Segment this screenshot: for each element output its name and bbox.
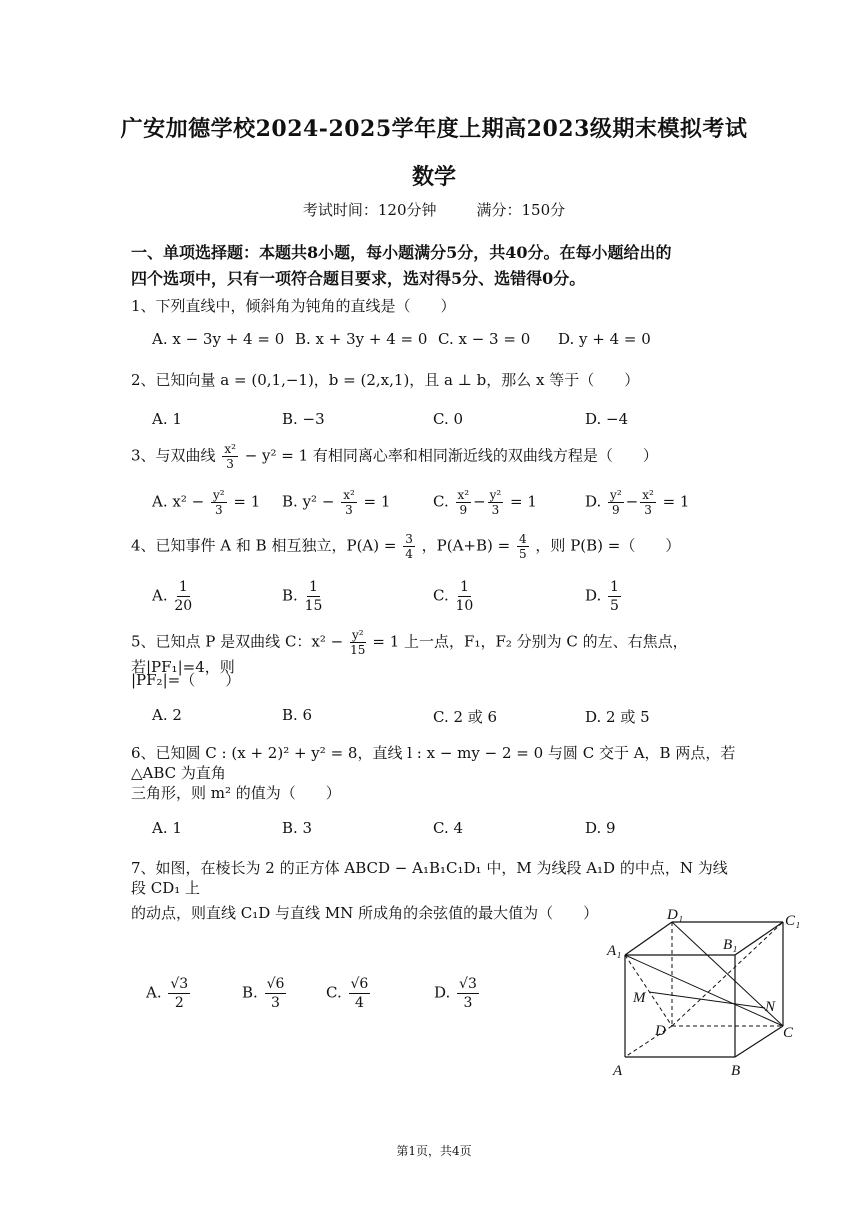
fraction-numerator: y² bbox=[352, 628, 364, 642]
label-c1: C₁ bbox=[785, 913, 801, 929]
q3-option-a[interactable] bbox=[152, 488, 260, 517]
question-5-options bbox=[152, 706, 752, 736]
section-line-1: 一、单项选择题：本题共8小题，每小题满分5分，共40分。在每小题给出的 bbox=[131, 243, 672, 262]
q3-option-d[interactable]: D. $\frac{\text{y²}}{9}$ − $\frac{\text{x²}}{3}$ = 1 bbox=[585, 488, 690, 517]
subject-title: 数学 bbox=[411, 164, 456, 190]
fraction-numerator: x² bbox=[457, 488, 470, 502]
q4-option-b[interactable] bbox=[282, 578, 324, 615]
option-letter: A. bbox=[152, 586, 168, 605]
fraction-numerator: √3 bbox=[459, 976, 477, 992]
exam-time: 考试时间：120分钟 bbox=[302, 201, 437, 219]
q7-option-c[interactable] bbox=[326, 975, 372, 1012]
fraction-numerator: 1 bbox=[459, 579, 469, 595]
exam-score: 满分：150分 bbox=[476, 201, 566, 219]
q5-option-c[interactable]: C. 2 或 6 bbox=[433, 708, 498, 726]
q1-option-a[interactable]: A. x − 3y + 4 = 0 bbox=[152, 330, 285, 348]
question-6-stem-line-1: 6、已知圆 C : (x + 2)² + y² = 8，直线 l : x − my − 2 = 0 与圆 C 交于 A，B 两点，若△ABC 为直角 bbox=[131, 744, 736, 782]
q3-a-post: = 1 bbox=[233, 492, 261, 511]
fraction-denominator: 4 bbox=[354, 995, 364, 1011]
fraction-denominator: 3 bbox=[214, 503, 223, 517]
label-a1: A₁ bbox=[607, 943, 622, 959]
question-1-options bbox=[152, 330, 752, 360]
question-3-stem bbox=[131, 442, 741, 471]
option-letter: A. bbox=[146, 983, 162, 1002]
fraction-numerator: 4 bbox=[519, 532, 527, 546]
label-d: D bbox=[655, 1023, 666, 1039]
fraction-denominator: 3 bbox=[644, 503, 652, 517]
page-footer: 第1页，共4页 bbox=[396, 1144, 472, 1158]
q7-c-fraction bbox=[349, 975, 371, 1012]
q4-option-d[interactable] bbox=[585, 578, 623, 615]
q4-option-a[interactable] bbox=[152, 578, 194, 615]
q3-d-post: = 1 bbox=[662, 492, 690, 511]
fraction-denominator: 20 bbox=[174, 598, 193, 614]
q6-option-b[interactable]: B. 3 bbox=[282, 819, 313, 837]
fraction-numerator: 1 bbox=[178, 579, 188, 595]
fraction-denominator: 5 bbox=[519, 547, 527, 561]
option-letter: D. bbox=[434, 983, 451, 1002]
question-5-stem-line-2: |PF₂|=（ ） bbox=[131, 671, 241, 689]
q7-option-d[interactable] bbox=[434, 975, 481, 1012]
q7-d-fraction bbox=[457, 975, 479, 1012]
option-letter: C. bbox=[326, 983, 342, 1002]
q2-option-c[interactable]: C. 0 bbox=[433, 410, 464, 428]
q4-d-fraction bbox=[608, 578, 621, 615]
edge-c-b bbox=[735, 1026, 783, 1057]
q4-stem-mid: ，P(A+B) = bbox=[421, 536, 511, 555]
q4-stem-pre: 4、已知事件 A 和 B 相互独立，P(A) = bbox=[131, 536, 397, 555]
q2-option-a[interactable]: A. 1 bbox=[152, 410, 182, 428]
question-3-options bbox=[152, 488, 752, 518]
fraction-numerator: √6 bbox=[266, 976, 285, 992]
q2-option-d[interactable]: D. −4 bbox=[585, 410, 629, 428]
label-n: N bbox=[765, 999, 776, 1015]
label-m: M bbox=[633, 990, 646, 1006]
fraction-denominator: 3 bbox=[491, 503, 500, 517]
q4-option-c[interactable] bbox=[433, 578, 475, 615]
fraction-denominator: 9 bbox=[459, 503, 468, 517]
exam-title: 广安加德学校2024-2025学年度上期高2023级期末模拟考试 bbox=[120, 116, 748, 142]
question-4-stem bbox=[131, 532, 741, 561]
fraction-denominator: 3 bbox=[226, 457, 234, 471]
q6-option-a[interactable]: A. 1 bbox=[152, 819, 182, 837]
fraction-denominator: 15 bbox=[350, 643, 366, 657]
fraction-denominator: 4 bbox=[405, 547, 413, 561]
option-letter: C. bbox=[433, 492, 449, 511]
q1-option-c[interactable]: C. x − 3 = 0 bbox=[438, 330, 531, 348]
fraction-denominator: 9 bbox=[612, 503, 620, 517]
question-2-stem: 2、已知向量 a = (0,1,−1)，b = (2,x,1)，且 a ⊥ b，那么 x 等于（ ） bbox=[131, 371, 640, 389]
fraction-numerator: 1 bbox=[610, 579, 619, 595]
q6-option-c[interactable]: C. 4 bbox=[433, 819, 464, 837]
option-letter: D. bbox=[585, 492, 602, 511]
option-letter: A. bbox=[152, 492, 168, 511]
fraction-denominator: 15 bbox=[304, 598, 323, 614]
q5-option-a[interactable]: A. 2 bbox=[152, 706, 182, 724]
q3-d-fraction-1 bbox=[608, 488, 624, 517]
q5-stem-post: = 1 上一点，F₁，F₂ 分别为 C 的左、右焦点，若|PF₁|=4，则 bbox=[131, 632, 688, 676]
fraction-numerator: y² bbox=[489, 488, 502, 502]
q3-b-fraction bbox=[341, 488, 357, 517]
q3-c-post: = 1 bbox=[510, 492, 537, 511]
question-7-stem-line-2: 的动点，则直线 C₁D 与直线 MN 所成角的余弦值的最大值为（ ） bbox=[131, 904, 599, 922]
q3-option-c[interactable]: C. $\frac{\text{x²}}{9}$ − $\frac{\text{y²}}{3}$ = 1 bbox=[433, 488, 537, 517]
q5-option-d[interactable]: D. 2 或 5 bbox=[585, 708, 650, 726]
fraction-denominator: 5 bbox=[610, 598, 619, 614]
cube-figure bbox=[605, 905, 815, 1080]
q4-stem-post: ，则 P(B) =（ ） bbox=[535, 536, 681, 555]
q7-b-fraction bbox=[265, 975, 287, 1012]
fraction-denominator: 3 bbox=[463, 995, 473, 1011]
question-1-stem: 1、下列直线中，倾斜角为钝角的直线是（ ） bbox=[131, 297, 456, 315]
label-d1: D₁ bbox=[667, 907, 684, 923]
q3-a-pre: x² − bbox=[172, 492, 205, 511]
q5-stem-fraction bbox=[350, 628, 366, 657]
q6-option-d[interactable]: D. 9 bbox=[585, 819, 616, 837]
q4-a-fraction bbox=[174, 578, 192, 615]
q3-b-pre: y² − bbox=[302, 492, 335, 511]
q4-c-fraction bbox=[456, 578, 474, 615]
q5-stem-pre: 5、已知点 P 是双曲线 C：x² − bbox=[131, 632, 344, 651]
label-c: C bbox=[783, 1025, 794, 1041]
fraction-numerator: 3 bbox=[405, 532, 413, 546]
label-b1: B₁ bbox=[723, 937, 738, 953]
fraction-numerator: y² bbox=[212, 488, 225, 502]
q5-option-b[interactable]: B. 6 bbox=[282, 706, 313, 724]
q3-a-fraction bbox=[211, 488, 227, 517]
question-4-options bbox=[152, 578, 752, 614]
edge-c1-b1 bbox=[735, 922, 783, 955]
q3-stem-pre: 3、与双曲线 bbox=[131, 446, 216, 465]
fraction-numerator: √3 bbox=[170, 976, 189, 992]
q3-stem-fraction bbox=[222, 442, 238, 471]
label-a: A bbox=[613, 1063, 623, 1079]
q2-option-b[interactable]: B. −3 bbox=[282, 410, 325, 428]
segment-m-n bbox=[649, 992, 765, 1008]
section-line-2: 四个选项中，只有一项符合题目要求，选对得5分、选错得0分。 bbox=[131, 269, 586, 288]
fraction-numerator: √6 bbox=[350, 976, 369, 992]
fraction-denominator: 2 bbox=[174, 995, 184, 1011]
fraction-numerator: x² bbox=[642, 488, 654, 502]
q7-option-b[interactable] bbox=[242, 975, 288, 1012]
q7-a-fraction bbox=[168, 975, 190, 1012]
question-7-options bbox=[146, 975, 592, 1011]
fraction-numerator: x² bbox=[224, 442, 236, 456]
q1-option-d[interactable]: D. y + 4 = 0 bbox=[558, 330, 651, 348]
question-7-stem-line-1: 7、如图，在棱长为 2 的正方体 ABCD − A₁B₁C₁D₁ 中，M 为线段 A₁D 的中点，N 为线段 CD₁ 上 bbox=[131, 859, 728, 897]
q1-option-b[interactable]: B. x + 3y + 4 = 0 bbox=[295, 330, 428, 348]
q3-c-fraction-2 bbox=[488, 488, 504, 517]
option-letter: B. bbox=[282, 586, 298, 605]
question-6-options bbox=[152, 819, 752, 849]
fraction-numerator: x² bbox=[343, 488, 355, 502]
option-letter: B. bbox=[282, 492, 298, 511]
option-letter: B. bbox=[242, 983, 258, 1002]
fraction-numerator: 1 bbox=[309, 579, 318, 595]
q4-pa-fraction bbox=[403, 532, 415, 561]
q3-d-fraction-2 bbox=[640, 488, 656, 517]
q4-pab-fraction bbox=[517, 532, 529, 561]
q4-b-fraction bbox=[305, 578, 323, 615]
section-heading bbox=[131, 240, 741, 292]
q3-c-fraction-1 bbox=[456, 488, 472, 517]
question-6-stem-line-2: 三角形，则 m² 的值为（ ） bbox=[131, 784, 341, 802]
option-letter: D. bbox=[585, 586, 602, 605]
fraction-numerator: y² bbox=[610, 488, 622, 502]
fraction-denominator: 3 bbox=[345, 503, 353, 517]
q3-option-b[interactable] bbox=[282, 488, 390, 517]
q7-option-a[interactable] bbox=[146, 975, 192, 1012]
question-2-options bbox=[152, 410, 752, 440]
q3-b-post: = 1 bbox=[363, 492, 391, 511]
exam-meta bbox=[0, 199, 868, 220]
edge-a1-d1 bbox=[625, 922, 672, 955]
q3-stem-post: − y² = 1 有相同离心率和相同渐近线的双曲线方程是（ ） bbox=[244, 446, 658, 465]
fraction-denominator: 10 bbox=[455, 598, 474, 614]
option-letter: C. bbox=[433, 586, 449, 605]
label-b: B bbox=[731, 1063, 741, 1079]
fraction-denominator: 3 bbox=[271, 995, 280, 1011]
